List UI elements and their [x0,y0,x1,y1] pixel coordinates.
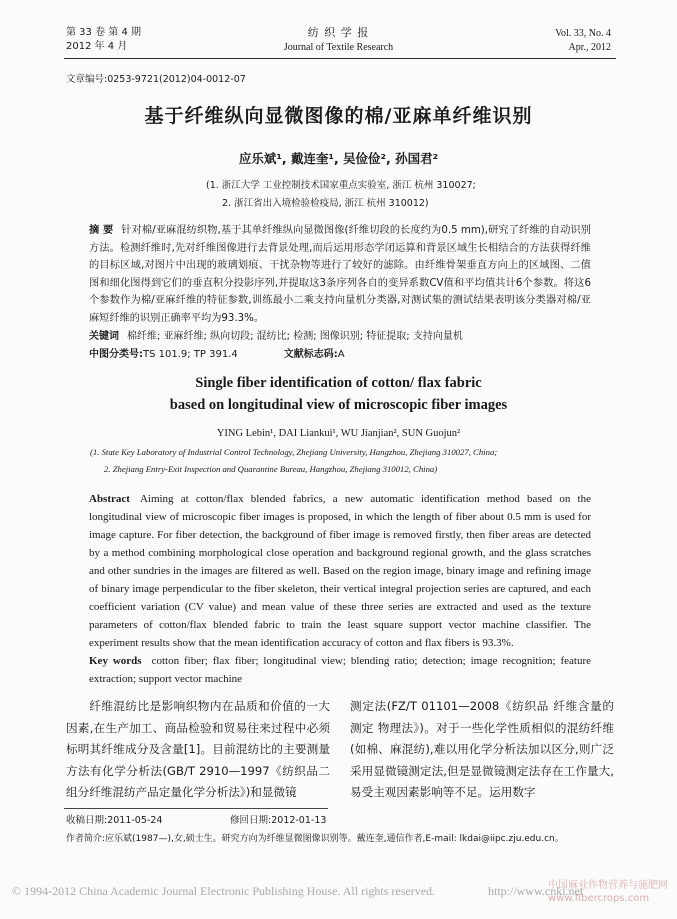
clc-label: 中图分类号: [89,349,143,360]
abstract-en-text: Aiming at cotton/flax blended fabrics, a new automatic identification method based on the longitudinal view of microscopic fiber images is proposed, in which the length of fiber about 0.5 mm is used for image capture. For fiber detection, the background of fiber image is removed firstly, then fiber areas are detected by a method combining morphological close operation and background regional growth, and the glass scratches and other sundries in the images are filtered as well. Based on the region image, binary image and refining image of binary image perpendicular to the fiber skeleton, their vertical integral projection series are captured, and each coefficient variation (CV value) and mean value of these three series are extracted and used as the texture parameters of cotton/flax blended fabric to train the least square support vector machine classifier. The experiment results show that the mean identification accuracy of cotton and flax fibers is 93.3%. [89,493,591,649]
cnki-link[interactable]: http://www.cnki.net [488,884,584,898]
article-number: 文章编号:0253-9721(2012)04-0012-07 [66,74,246,85]
date-en: Apr., 2012 [568,42,611,53]
classification [89,345,345,360]
affiliation-cn-1: (1. 浙江大学 工业控制技术国家重点实验室, 浙江 杭州 310027; [206,180,476,191]
header-rule [64,58,616,59]
volume-issue-en: Vol. 33, No. 4 [555,28,611,39]
abstract-cn-text: 针对棉/亚麻混纺织物,基于其单纤维纵向显微图像(纤维切段的长度约为0.5 mm),研究了纤维的自动识别方法。检测纤维时,先对纤维图像进行去背景处理,而后运用形态学闭运算和背景区域生长相结合的方法获得纤维的目标区域,对图片中出现的玻璃划痕、干扰杂物等进行了较好的滤除。由纤维骨架垂直方向上的区域图、二值图和细化图得到它们的垂直积分投影序列,并提取这3条序列各自的变异系数CV值和平均值共计6个参数。将这6个参数作为棉/亚麻纤维的特征参数,训练最小二乘支持向量机分类器,对测试集的测试结果表明该分类器对棉/亚麻短纤维的识别正确率平均为93.3%。 [89,225,591,324]
keywords-en-text: cotton fiber; flax fiber; longitudinal view; blending ratio; detection; image recognition; feature extraction; support vector machine [89,655,591,685]
doc-code-value: A [337,349,345,360]
body-column-left: 纤维混纺比是影响织物内在品质和价值的一大因素,在生产加工、商品检验和贸易往来过程中必须标明其纤维成分及含量[1]。目前混纺比的主要测量方法有化学分析法(GB/T 2910—1997《纺织品二组分纤维混纺产品定量化学分析法》)和显微镜 [66,699,330,800]
affiliation-cn-2: 2. 浙江省出入境检验检疫局, 浙江 杭州 310012) [222,198,429,209]
abstract-cn [89,222,591,328]
watermark: 中国麻业作物营养与施肥网 www.fibercrops.com [548,880,668,904]
abstract-en-label: Abstract [89,493,130,505]
revised-date: 修回日期:2012-01-13 [230,815,327,826]
copyright-notice: © 1994-2012 China Academic Journal Electronic Publishing House. All rights reserved. [12,884,436,898]
doc-code-label: 文献标志码: [283,349,338,360]
author-bio: 作者简介:应乐斌(1987—),女,硕士生。研究方向为纤维显微图像识别等。戴连奎,通信作者,E-mail: lkdai@iipc.zju.edu.cn。 [66,834,564,844]
journal-name-cn: 纺 织 学 报 [307,26,370,39]
received-date: 收稿日期:2011-05-24 [66,815,163,826]
keywords-en [89,652,591,688]
keywords-cn-text: 棉纤维; 亚麻纤维; 纵向切段; 混纺比; 检测; 图像识别; 特征提取; 支持向量机 [127,331,463,342]
keywords-cn [89,327,591,342]
title-cn: 基于纤维纵向显微图像的棉/亚麻单纤维识别 [144,105,533,127]
abstract-en [89,490,591,652]
keywords-en-label: Key words [89,655,142,667]
title-en-line-1: Single fiber identification of cotton/ flax fabric [195,375,482,391]
keywords-cn-label: 关键词 [89,331,119,342]
body-column-right: 测定法(FZ/T 01101—2008《纺织品 纤维含量的测定 物理法》)。对于一些化学性质相似的混纺纤维(如棉、麻混纺),难以用化学分析法加以区分,则广泛采用显微镜测定法,但是显微镜测定法存在工作量大,易受主观因素影响等不足。运用数字 [350,699,614,800]
authors-cn: 应乐斌¹, 戴连奎¹, 吴俭俭², 孙国君² [238,151,439,166]
date-cn: 2012 年 4 月 [66,41,128,52]
affiliation-en-2: 2. Zhejiang Entry-Exit Inspection and Quarantine Bureau, Hangzhou, Zhejiang 310012, China) [104,464,438,474]
journal-name-en: Journal of Textile Research [283,42,394,53]
authors-en: YING Lebin¹, DAI Liankui¹, WU Jianjian², SUN Guojun² [216,428,461,439]
footnote-rule [64,808,328,809]
title-en-line-2: based on longitudinal view of microscopic fiber images [169,397,508,413]
affiliation-en-1: (1. State Key Laboratory of Industrial Control Technology, Zhejiang University, Hangzhou, Zhejiang 310027, China; [90,447,498,457]
clc-value: TS 101.9; TP 391.4 [143,349,238,360]
volume-issue-cn: 第 33 卷 第 4 期 [66,27,141,38]
abstract-cn-label: 摘 要 [89,225,114,236]
